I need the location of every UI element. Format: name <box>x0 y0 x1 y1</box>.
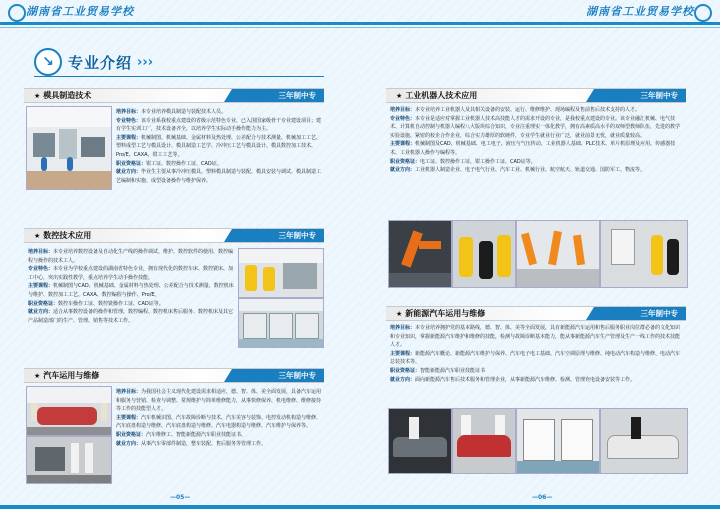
arrow-icon: ↘ <box>34 48 62 76</box>
section-title: 模具制造技术 <box>43 91 92 100</box>
cnc-lab-photo <box>238 298 324 348</box>
decorative-circle-icon <box>694 4 712 22</box>
section-body: 培养目标：本专业培养数控设备及自动化生产线的操作调试、维护、数控软件的使用、数控编程与操作的技术工人。 专业特色：本专业为学校重点建设的湖南省特色专业，拥有现代化的数控车床、数控铣床、加工中心，突出实践性教学，重点培养学生动手操作技能。 主要课程：机械制图与CAD、机械基础、金属材料与热处理、公差配合与技术测量、数控机床与维护、数控加工工艺、CAXA、数控编程与操作、Pro/E。 职业资格证：数控车操作工证、数控铣操作工证、CAD证等。 就业方向：适合从事数控设备的操作和管理、数控编程、数控机床售后服务、数控机床及其它产品制造部门的生产、管理、销售等技术工作。 <box>28 249 234 324</box>
program-badge: 三年制中专 <box>278 371 316 380</box>
program-badge: 三年制中专 <box>278 91 316 100</box>
section-mold <box>24 88 324 184</box>
top-banner <box>360 0 720 38</box>
star-icon: ★ <box>34 92 41 100</box>
section-header <box>24 88 324 103</box>
section-body: 培养目标：为我国社会主义现代化建设需求相适应，德、智、体、美全面发展，具备汽车运用和服务与营销、检查与调整、常规维护与简单维修能力，从事快修保养、机电维修、维修接待等工作的技能型人才。 主要课程：汽车机械识图、汽车故障诊断与技术、汽车美容与装饰、电控发动机构造与维修、汽车底盘构造与维修、汽车底盘构造与维修、汽车电器构造与维修、汽车维护与保养等。 职业资格证：汽车维修工、智能新能源汽车职业技能证书。 就业方向：从事汽车零部件制造，整车装配、售后服务等管理工作。 <box>116 389 322 447</box>
section-cnc <box>24 228 324 324</box>
nev-workshop-photo <box>388 408 452 474</box>
nev-lab-photo <box>516 408 600 474</box>
auto-engine-photo <box>26 436 112 484</box>
section-robot <box>386 88 686 174</box>
section-auto <box>24 368 324 447</box>
workshop-photo <box>26 106 112 190</box>
page-title <box>34 47 153 77</box>
section-header <box>386 306 686 321</box>
section-title: 工业机器人技术应用 <box>405 91 478 100</box>
robot-students-photo <box>452 220 516 288</box>
nev-car-photo <box>452 408 516 474</box>
section-header <box>24 368 324 383</box>
page-number: —05— <box>170 494 191 501</box>
section-title: 汽车运用与维修 <box>43 371 100 380</box>
nev-inspection-photo <box>600 408 688 474</box>
school-name: 湖南省工业贸易学校 <box>586 5 694 18</box>
star-icon: ★ <box>34 372 41 380</box>
section-nev <box>386 306 686 383</box>
robot-training-photo <box>600 220 688 288</box>
cnc-students-photo <box>238 248 324 298</box>
robot-lab-photo <box>516 220 600 288</box>
program-badge: 三年制中专 <box>278 231 316 240</box>
program-badge: 三年制中专 <box>640 91 678 100</box>
section-header <box>24 228 324 243</box>
star-icon: ★ <box>34 232 41 240</box>
page-title-text: 专业介绍 <box>68 53 133 72</box>
star-icon: ★ <box>396 310 403 318</box>
program-badge: 三年制中专 <box>640 309 678 318</box>
top-banner <box>0 0 360 38</box>
right-page <box>360 0 720 509</box>
robot-arm-photo <box>388 220 452 288</box>
section-title: 新能源汽车运用与维修 <box>405 309 486 318</box>
decorative-circle-icon <box>8 4 26 22</box>
section-body: 培养目标：本专业培养模具制造与装配技术人员。 专业特色：该专业系我校重点建设的省级示范特色专业，已入围国家级骨干专业建设项目；建有学生实训工厂，技术设备齐全，以培养学生实际动手操作能力为主。 主要课程：机械制图、机械基础、金属材料及热处理、公差配合与技术测量、机械加工工艺、塑料成型工艺与模具设计、模具制造工艺学、冷冲压工艺与模具设计、模具数控加工技术、Pro/E、CAXA、钳工工艺等。 职业资格证：钳工证、数控操作工证、CAD证。 就业方向：毕业生主要从事冷冲压模具、塑料模具制造与装配、模具安装与调试、模具制造工艺编制和实施、成型设备操作与维护保养。 <box>116 109 322 184</box>
section-body: 培养目标：本专业培养工业机器人及其相关设备的安装、运行、维修维护、现场编程及售前售后技术支持的人才。 专业特色：本专业是适应对掌握工业机器人技术高技能人才的需求开设的专业，是我校重点建设的专业。该专业融汇机械、电气技术、计算机自动控制与机器人编程八大版块综合知识，专业注重理实一体化教学，拥有高素质高水平的双师型教师队伍，先进的教学实验设施、紧密的校企合作企业，综合实力雄厚的软硬件，专业学生就业行业广泛，就业前景无忧，就业质量较高。 主要课程：机械制图及CAD、机械基础、电工电子、液压与气压传动、工业机器人基础、PLC技术、单片机原理及应用、传感器技术、工业机器人操作与编程等。 职业资格证：电工证、数控操作工证、钳工操作工证、CAD证等。 就业方向：工业机器人制造企业、电子电气行业、汽车工业、机械行业、航空航天、轨道交通、国防军工、物流等。 <box>390 107 681 174</box>
section-title: 数控技术应用 <box>43 231 92 240</box>
section-header <box>386 88 686 103</box>
star-icon: ★ <box>396 92 403 100</box>
page-number: —06— <box>532 494 553 501</box>
school-name: 湖南省工业贸易学校 <box>26 5 134 18</box>
chevrons-icon: ››› <box>137 54 154 70</box>
auto-class-photo <box>26 386 112 436</box>
section-body: 培养目标：本专业培养拥护党的基本路线，德、智、体、美等全面发展，具有新能源汽车运用和售后服务职业岗位群必备的文化知识和专业知识，掌握新能源汽车维护和维修的技能，检测与故障诊断基本能力，能从事新能源汽车生产管理及生产一线工作的技术技能人才。 主要课程：新能源汽车概论、新能源汽车维护与保养、汽车电子电工基础、汽车空调原理与维修、纯电动汽车构造与维修、电动汽车总装技术等。 职业资格证：智能新能源汽车职业技能证书 就业方向：面向新能源汽车售后技术服务和管理企业，从事新能源汽车维修、检测、管理充电设备安装等工作。 <box>390 325 681 383</box>
